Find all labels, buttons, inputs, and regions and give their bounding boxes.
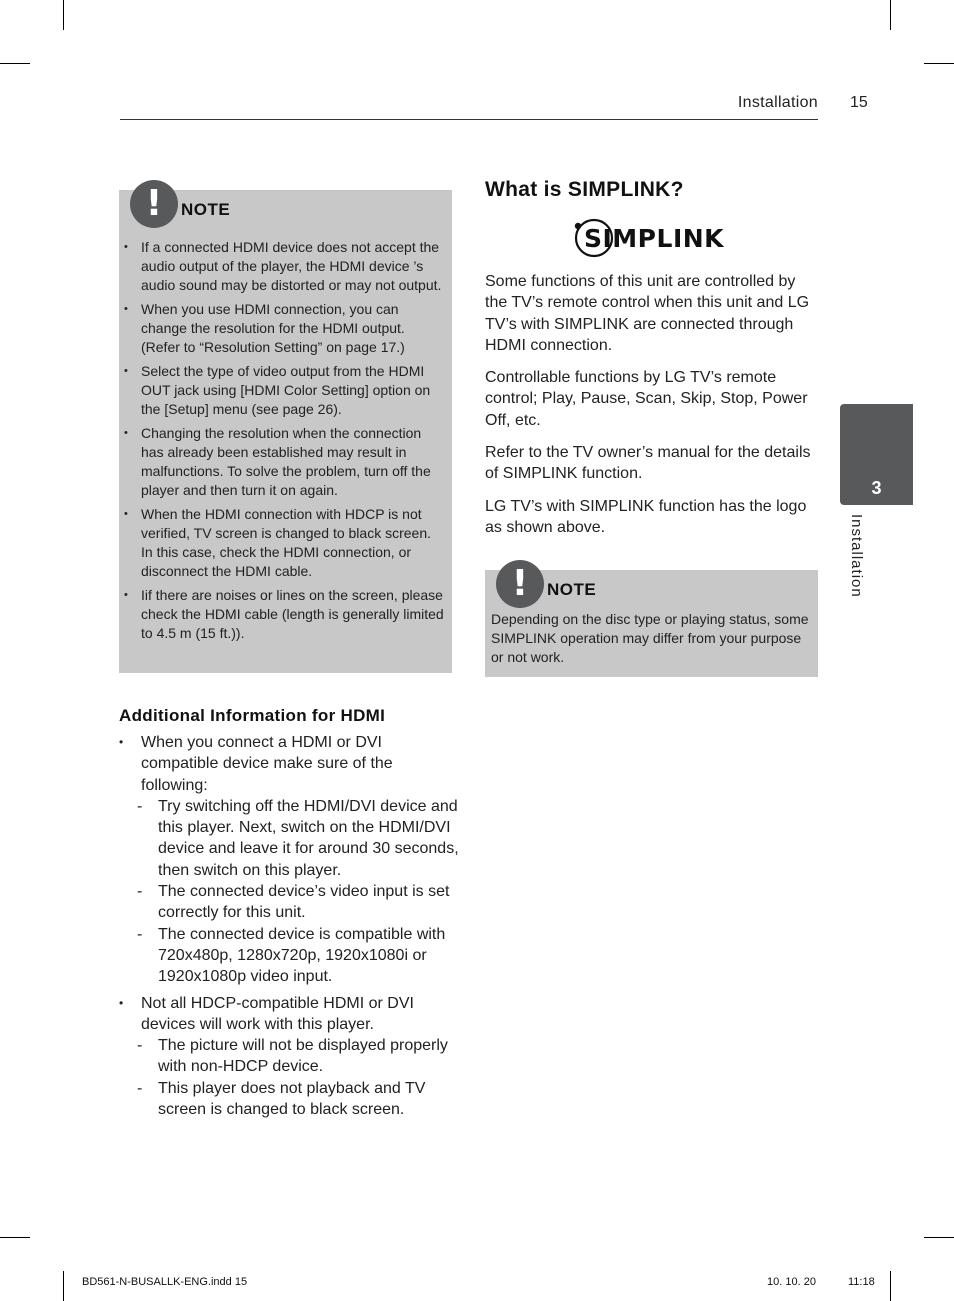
note-item: • Select the type of video output from the HDMI OUT jack using [HDMI Color Setting] option on the [Setup] menu (see page 26). [119, 362, 452, 419]
page-header [120, 94, 818, 120]
sub-list-item: - This player does not playback and TV screen is changed to black screen. [141, 1078, 459, 1121]
sub-list-item: - The picture will not be displayed properly with non-HDCP device. [141, 1035, 459, 1078]
list-item [119, 993, 459, 1121]
footer-date: 10. 10. 20 [767, 1276, 816, 1288]
note-item: • Iif there are noises or lines on the screen, please check the HDMI cable (length is generally limited to 4.5 m (15 ft.)). [119, 586, 452, 643]
chapter-number: 3 [871, 478, 882, 498]
note-title: NOTE [181, 200, 231, 219]
note-item: • Changing the resolution when the connection has already been established may result in malfunctions. To solve the problem, turn off the player and then turn it on again. [119, 424, 452, 500]
note-title: NOTE [547, 580, 597, 599]
note-box-hdmi [119, 183, 452, 673]
note-box-simplink [485, 563, 818, 677]
note-item: • When the HDMI connection with HDCP is not verified, TV screen is changed to black screen. In this case, check the HDMI connection, or disconnect the HDMI cable. [119, 505, 452, 581]
page-number: 15 [850, 94, 868, 111]
footer-time: 11:18 [848, 1276, 875, 1288]
sub-list [141, 1035, 459, 1120]
exclamation-icon: ! [496, 560, 544, 608]
sub-list-item: - Try switching off the HDMI/DVI device and this player. Next, switch on the HDMI/DVI device and leave it for around 30 seconds, then switch on this player. [141, 796, 459, 881]
crop-mark [63, 1271, 64, 1301]
additional-list [119, 732, 459, 1125]
simplink-logo [572, 216, 732, 260]
sub-list-item: - The connected device is compatible with 720x480p, 1280x720p, 1920x1080i or 1920x1080p video input. [141, 924, 459, 988]
footer-file-name: BD561-N-BUSALLK-ENG.indd 15 [82, 1276, 248, 1288]
list-item-text: When you connect a HDMI or DVI compatible device make sure of the following: [141, 734, 393, 794]
crop-mark [890, 0, 891, 30]
simplink-paragraph: Refer to the TV owner’s manual for the details of SIMPLINK function. [485, 444, 811, 483]
simplink-paragraph: Some functions of this unit are controlled by the TV’s remote control when this unit and LG TV’s with SIMPLINK are connected through HDMI connection. [485, 273, 810, 354]
note-text: Depending on the disc type or playing status, some SIMPLINK operation may differ from your purpose or not work. [491, 611, 809, 665]
sub-list-item: - The connected device’s video input is set correctly for this unit. [141, 881, 459, 924]
crop-mark [63, 0, 64, 30]
note-list [119, 238, 452, 648]
logo-text: SIMPLINK [584, 224, 725, 253]
section-heading-additional-hdmi: Additional Information for HDMI [119, 706, 386, 725]
exclamation-icon: ! [130, 180, 178, 228]
crop-mark [924, 1237, 954, 1238]
crop-mark [0, 1237, 30, 1238]
simplink-paragraph: Controllable functions by LG TV’s remote control; Play, Pause, Scan, Skip, Stop, Power Off, etc. [485, 369, 808, 429]
crop-mark [924, 63, 954, 64]
chapter-label: Installation [848, 514, 865, 598]
list-item-text: Not all HDCP-compatible HDMI or DVI devices will work with this player. [141, 994, 414, 1033]
logo-dot [575, 223, 581, 229]
section-heading-simplink: What is SIMPLINK? [485, 178, 684, 201]
sub-list [141, 796, 459, 988]
note-item: • When you use HDMI connection, you can change the resolution for the HDMI output. (Refer to “Resolution Setting” on page 17.) [119, 300, 452, 357]
simplink-paragraph: LG TV’s with SIMPLINK function has the logo as shown above. [485, 498, 807, 537]
header-section-title: Installation [737, 94, 818, 111]
note-item: • If a connected HDMI device does not accept the audio output of the player, the HDMI device ’s audio sound may be distorted or may not output. [119, 238, 452, 295]
list-item [119, 732, 459, 988]
chapter-tab [840, 404, 913, 505]
crop-mark [890, 1271, 891, 1301]
crop-mark [0, 63, 30, 64]
